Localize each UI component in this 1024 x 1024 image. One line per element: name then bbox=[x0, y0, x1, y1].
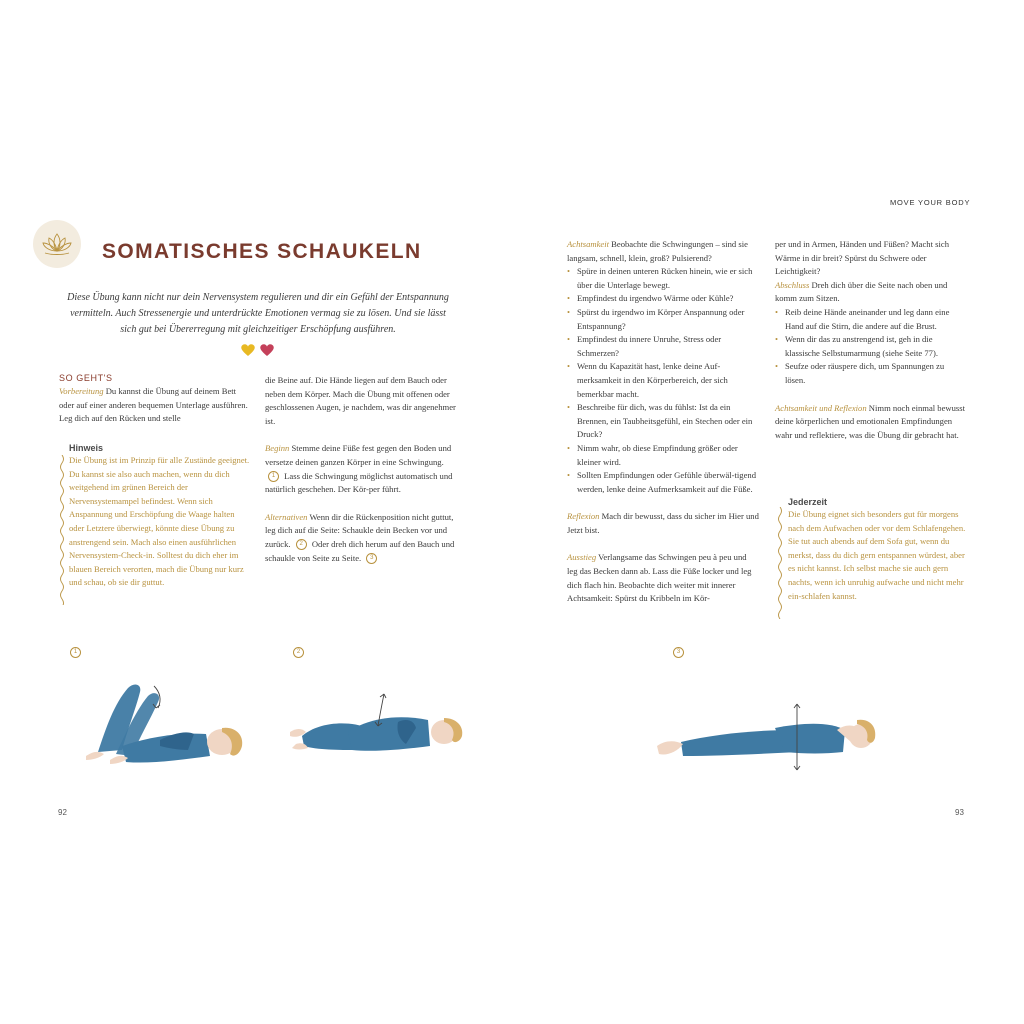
prep-paragraph bbox=[59, 385, 251, 426]
list-item: • Reib deine Hände aneinander und leg dann eine Hand auf die Stirn, die andere auf die Brust. bbox=[775, 306, 965, 333]
mind-list bbox=[567, 265, 759, 496]
list-item: • Beschreibe für dich, was du fühlst: Ist da ein Brennen, ein Taubheitsgefühl, ein Stechen oder ein Druck? bbox=[567, 401, 759, 442]
list-item: • Wenn du Kapazität hast, lenke deine Auf-merksamkeit in den Körperbereich, der sich bemerkbar macht. bbox=[567, 360, 759, 401]
alt-text-a: Wenn dir die Rückenposition nicht guttut, leg dich auf die Seite: Schaukle dein Becken vor und zurück. bbox=[265, 511, 454, 549]
col2-paragraph: die Beine auf. Die Hände liegen auf dem Bauch oder neben dem Körper. Mach die Übung mit offenen oder geschlossenen Augen, je nachdem, was dir angenehmer ist. bbox=[265, 375, 456, 426]
column-2 bbox=[265, 374, 459, 565]
exit-paragraph bbox=[567, 551, 759, 605]
ar-paragraph bbox=[775, 402, 965, 443]
intro-text: Diese Übung kann nicht nur dein Nervensystem regulieren und dir ein Gefühl der Entspannung vermitteln. Auch Stressenergie und unterdrückte Emotionen vermag sie zu lösen. Und sie lässt sich gut bei Übererregung mit gleichzeitiger Erschöpfung ausführen. bbox=[67, 292, 449, 335]
lotus-icon bbox=[33, 220, 81, 268]
list-item: • Seufze oder räuspere dich, um Spannungen zu lösen. bbox=[775, 360, 965, 387]
refl-paragraph bbox=[567, 510, 759, 537]
begin-paragraph bbox=[265, 442, 459, 496]
figure-number-2: 2 bbox=[293, 647, 304, 658]
alt-text-b: Oder dreh dich herum auf den Bauch und schaukle von Seite zu Seite. bbox=[265, 538, 455, 563]
page-number-left: 92 bbox=[58, 808, 67, 817]
figure-ref-2: 2 bbox=[296, 539, 307, 550]
exit-text: Verlangsame das Schwingen peu à peu und leg das Becken dann ab. Lass die Füße locker und leg dich flach hin. Beobachte dich weiter mit innerer Achtsamkeit: Spürst du Kribbeln im Kör- bbox=[567, 552, 752, 604]
figure-number-3: 3 bbox=[673, 647, 684, 658]
mind-text: Beobachte die Schwingungen – sind sie langsam, schnell, klein, groß? Pulsierend? bbox=[567, 239, 748, 263]
end-paragraph bbox=[775, 279, 965, 306]
wavy-line-icon bbox=[58, 455, 66, 605]
refl-label: Reflexion bbox=[567, 511, 600, 522]
column-3 bbox=[567, 238, 759, 606]
wavy-line-icon bbox=[776, 507, 784, 619]
list-item: • Spürst du irgendwo im Körper Anspannung oder Entspannung? bbox=[567, 306, 759, 333]
figure-ref-3: 3 bbox=[366, 553, 377, 564]
anytime-text: Die Übung eignet sich besonders gut für morgens nach dem Aufwachen oder vor dem Schlafengehen. Sie tut auch abends auf dem Sofa gut, wenn du merkst, dass du dich gern entspannen würdest, aber es nicht kannst. Ich selbst mache sie auch gern nachts, wenn ich unruhig aufwache und nicht mehr ein-schlafen kannst. bbox=[788, 509, 966, 601]
page-title: SOMATISCHES SCHAUKELN bbox=[102, 240, 422, 263]
prep-label: Vorbereitung bbox=[59, 386, 104, 396]
begin-text-b: Lass die Schwingung möglichst automatisch und natürlich geschehen. Der Kör-per führt. bbox=[265, 470, 453, 495]
mind-paragraph bbox=[567, 238, 759, 265]
alt-paragraph bbox=[265, 511, 459, 565]
ar-text: Nimm noch einmal bewusst deine körperlichen und emotionalen Empfindungen wahr und reflektiere, was die Übung dir gebracht hat. bbox=[775, 402, 965, 440]
list-item: • Sollten Empfindungen oder Gefühle überwäl-tigend werden, lenke deine Aufmerksamkeit auf die Füße. bbox=[567, 469, 759, 496]
anytime-heading: Jederzeit bbox=[788, 497, 828, 507]
refl-text: Mach dir bewusst, dass du sicher im Hier und Jetzt bist. bbox=[567, 511, 759, 535]
end-list bbox=[775, 306, 965, 388]
hint-text: Die Übung ist im Prinzip für alle Zustände geeignet. Du kannst sie also auch machen, wenn du dich weitgehend im grünen Bereich der Nervensystemampel befindest. Wenn sich Anspannung und Erschöpfung die Waage halten oder Letztere überwiegt, könnte diese Übung zu anstrengend sein. Mach also einen ausführlichen Nervensystem-Check-in. Solltest du dich eher im blauen Bereich verorten, mach die Übung nur kurz und schau, ob sie dir guttut. bbox=[69, 455, 250, 588]
ar-label: Achtsamkeit und Reflexion bbox=[775, 402, 867, 413]
running-header: MOVE YOUR BODY bbox=[890, 198, 971, 207]
list-item: • Empfindest du irgendwo Wärme oder Kühle? bbox=[567, 292, 759, 306]
section-heading: SO GEHT'S bbox=[59, 373, 113, 383]
figure-illustration-2 bbox=[288, 692, 468, 772]
prep-text: Du kannst die Übung auf deinem Bett oder auf einer anderen bequemen Unterlage ausführen. Leg dich auf den Rücken und stelle bbox=[59, 386, 248, 424]
hearts bbox=[240, 343, 276, 357]
figure-number-1: 1 bbox=[70, 647, 81, 658]
list-item: • Wenn dir das zu anstrengend ist, geh in die klassische Selbstumarmung (siehe Seite 77). bbox=[775, 333, 965, 360]
alt-label: Alternativen bbox=[265, 511, 308, 522]
list-item: • Spüre in deinen unteren Rücken hinein, wie er sich über die Unterlage bewegt. bbox=[567, 265, 759, 292]
page-number-right: 93 bbox=[955, 808, 964, 817]
hint-heading: Hinweis bbox=[69, 443, 104, 453]
column-1 bbox=[59, 373, 251, 426]
begin-label: Beginn bbox=[265, 443, 290, 454]
anytime-box bbox=[776, 497, 966, 621]
col4-paragraph: per und in Armen, Händen und Füßen? Macht sich Wärme in dir breit? Spürst du Schwere oder Leichtigkeit? bbox=[775, 239, 949, 277]
mind-label: Achtsamkeit bbox=[567, 239, 609, 249]
column-4 bbox=[775, 238, 965, 442]
figure-ref-1: 1 bbox=[268, 471, 279, 482]
figure-illustration-3 bbox=[655, 700, 887, 774]
exit-label: Ausstieg bbox=[567, 552, 597, 563]
hint-box bbox=[58, 443, 250, 609]
end-label: Abschluss bbox=[775, 279, 810, 290]
end-text: Dreh dich über die Seite nach oben und komm zum Sitzen. bbox=[775, 279, 948, 304]
heart-icon bbox=[240, 343, 276, 357]
list-item: • Nimm wahr, ob diese Empfindung größer oder kleiner wird. bbox=[567, 442, 759, 469]
list-item: • Empfindest du innere Unruhe, Stress oder Schmerzen? bbox=[567, 333, 759, 360]
figure-illustration-1 bbox=[76, 668, 252, 776]
begin-text-a: Stemme deine Füße fest gegen den Boden und versetze deinen ganzen Körper in eine Schwingung. bbox=[265, 443, 452, 467]
